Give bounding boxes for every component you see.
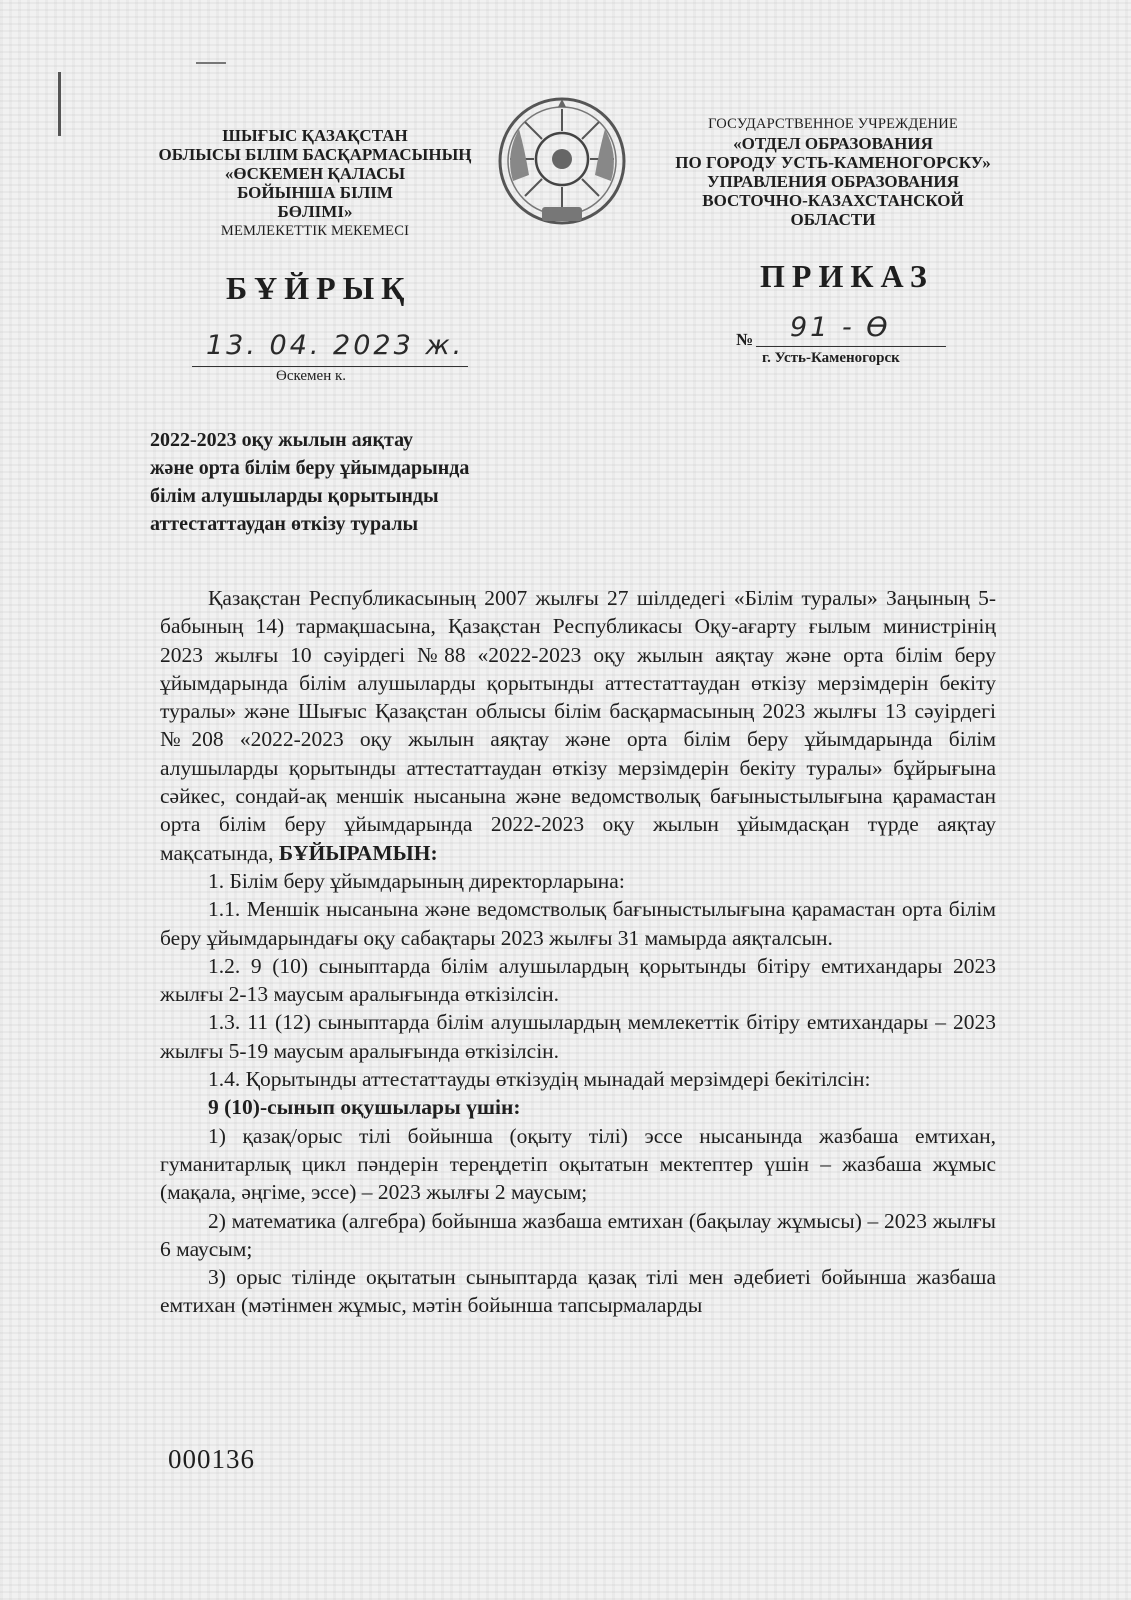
place-ru: г. Усть-Каменогорск bbox=[762, 350, 900, 366]
order-number: 91 - Ө bbox=[790, 312, 891, 343]
header-left-line-5: БӨЛІМІ» bbox=[277, 202, 353, 221]
item-1-1: 1.1. Меншік нысанына және ведомстволық бағыныстылығына қарамастан орта білім беру ұйымдарындағы оқу сабақтары 2023 жылғы 31 мамырда аяқталсын. bbox=[160, 897, 996, 950]
order-number-sign: № bbox=[736, 330, 754, 349]
intro-order-word: БҰЙЫРАМЫН: bbox=[278, 840, 438, 865]
header-left-kz bbox=[130, 126, 500, 241]
document-body bbox=[160, 584, 996, 1320]
page-serial-number: 000136 bbox=[168, 1444, 255, 1474]
header-left-subtitle: МЕМЛЕКЕТТІК МЕКЕМЕСІ bbox=[220, 223, 410, 239]
header-left-line-4: БОЙЫНША БІЛІМ bbox=[237, 183, 393, 202]
subitem-3: 3) орыс тілінде оқытатын сыныптарда қазақ тілі мен әдебиеті бойынша жазбаша емтихан (мәтінмен жұмыс, мәтін бойынша тапсырмаларды bbox=[160, 1265, 996, 1318]
order-kind-kz: БҰЙРЫҚ bbox=[226, 270, 412, 306]
header-right-line-3: УПРАВЛЕНИЯ ОБРАЗОВАНИЯ bbox=[707, 172, 959, 191]
header-right-line-4: ВОСТОЧНО-КАЗАХСТАНСКОЙ bbox=[702, 191, 964, 210]
item-1: 1. Білім беру ұйымдарының директорларына: bbox=[208, 868, 625, 893]
title-line-4: аттестаттаудан өткізу туралы bbox=[150, 513, 419, 535]
header-left-line-2: ОБЛЫСЫ БІЛІМ БАСҚАРМАСЫНЫҢ bbox=[158, 145, 472, 164]
order-kind-ru: ПРИКАЗ bbox=[760, 258, 934, 294]
title-line-3: білім алушыларды қорытынды bbox=[150, 485, 439, 507]
order-date-line bbox=[192, 330, 468, 367]
state-emblem-icon bbox=[495, 95, 629, 231]
intro-text: Қазақстан Республикасының 2007 жылғы 27 шілдедегі «Білім туралы» Заңының 5-бабының 14) тармақшасына, Қазақстан Республикасы Оқу-ағарту ғылым министрінің 2023 жылғы 10 сәуірдегі №88 «2022-2023 оқу жылын аяқтау және орта білім беру ұйымдарында білім алушыларды қорытынды аттестаттаудан өткізу мерзімдерін бекіту туралы» және Шығыс Қазақстан облысы білім басқармасының 2023 жылғы 13 сәуірдегі №208 «2022-2023 оқу жылын аяқтау және орта білім беру ұйымдарында білім алушыларды қорытынды аттестаттаудан өткізу мерзімдерін бекіту туралы» бұйрығына сәйкес, сондай-ақ меншік нысанына және ведомстволық бағыныстылығына қарамастан орта білім беру ұйымдарында 2022-2023 оқу жылын ұйымдасқан түрде аяқтау мақсатында, bbox=[160, 586, 996, 865]
header-left-line-1: ШЫҒЫС ҚАЗАҚСТАН bbox=[222, 126, 408, 145]
item-1-3: 1.3. 11 (12) сыныптарда білім алушылардың мемлекеттік бітіру емтихандары – 2023 жылғы 5-19 маусым аралығында өткізілсін. bbox=[160, 1010, 996, 1063]
document-title bbox=[150, 426, 630, 538]
place-kz: Өскемен к. bbox=[276, 368, 347, 384]
title-line-1: 2022-2023 оқу жылын аяқтау bbox=[150, 429, 414, 451]
section-grade-9: 9 (10)-сынып оқушылары үшін: bbox=[208, 1095, 521, 1120]
intro-paragraph bbox=[160, 584, 996, 867]
header-left-line-3: «ӨСКЕМЕН ҚАЛАСЫ bbox=[224, 164, 406, 183]
item-1-4: 1.4. Қорытынды аттестаттауды өткізудің мынадай мерзімдері бекітілсін: bbox=[208, 1067, 871, 1092]
header-right-line-2: ПО ГОРОДУ УСТЬ-КАМЕНОГОРСКУ» bbox=[675, 153, 991, 172]
header-right-line-1: «ОТДЕЛ ОБРАЗОВАНИЯ bbox=[733, 134, 933, 153]
order-date: 13. 04. 2023 ж. bbox=[206, 330, 465, 361]
item-1-2: 1.2. 9 (10) сыныптарда білім алушылардың қорытынды бітіру емтихандары 2023 жылғы 2-13 маусым аралығында өткізілсін. bbox=[160, 953, 996, 1007]
subitem-2: 2) математика (алгебра) бойынша жазбаша емтихан (бақылау жұмысы) – 2023 жылғы 6 маусым; bbox=[160, 1208, 996, 1261]
header-right-line-5: ОБЛАСТИ bbox=[790, 210, 876, 229]
header-right-subtitle: ГОСУДАРСТВЕННОЕ УЧРЕЖДЕНИЕ bbox=[708, 116, 958, 132]
title-line-2: және орта білім беру ұйымдарында bbox=[150, 457, 470, 479]
order-number-line bbox=[756, 312, 946, 347]
scan-edge-dash bbox=[196, 62, 226, 64]
scan-edge-mark bbox=[58, 72, 61, 136]
subitem-1: 1) қазақ/орыс тілі бойынша (оқыту тілі) эссе нысанында жазбаша емтихан, гуманитарлық цикл пәндерін тереңдетіп оқытатын мектептер үшін – жазбаша жұмыс (мақала, әңгіме, эссе) – 2023 жылғы 2 маусым; bbox=[160, 1123, 996, 1205]
header-right-ru bbox=[648, 114, 1018, 229]
